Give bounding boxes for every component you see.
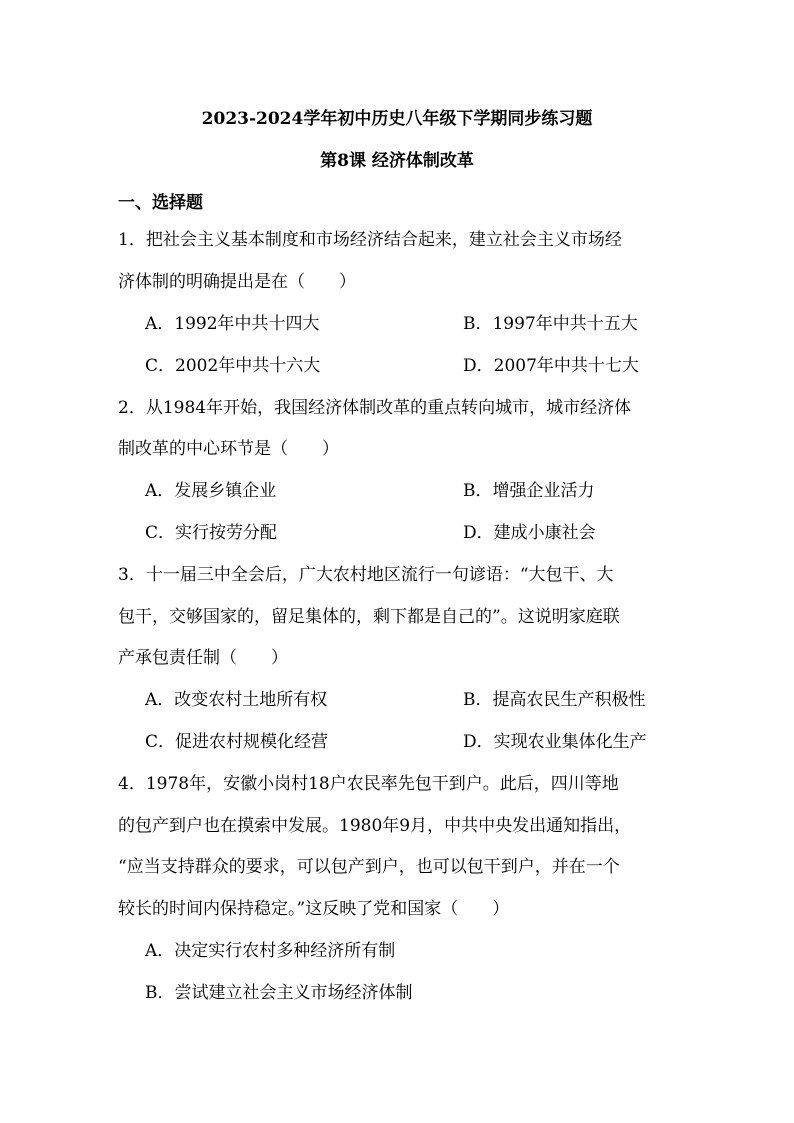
- question-1-line-1: 1．把社会主义基本制度和市场经济结合起来，建立社会主义市场经: [118, 230, 622, 250]
- question-4-line-4: 较长的时间内保持稳定。”这反映了党和国家（ ）: [118, 899, 510, 919]
- question-2-option-c: C．实行按劳分配: [145, 523, 278, 543]
- question-3-option-c: C．促进农村规模化经营: [145, 732, 329, 752]
- question-3-line-1: 3．十一届三中全会后，广大农村地区流行一句谚语：“大包干、大: [118, 565, 614, 585]
- question-1-line-2: 济体制的明确提出是在（ ）: [118, 272, 356, 292]
- question-2-option-d: D．建成小康社会: [463, 523, 596, 543]
- question-2-option-a: A．发展乡镇企业: [145, 481, 277, 501]
- question-2-option-b: B．增强企业活力: [463, 481, 595, 501]
- question-3-option-a: A．改变农村土地所有权: [145, 690, 328, 710]
- question-3-line-2: 包干，交够国家的，留足集体的，剩下都是自己的”。这说明家庭联: [118, 607, 620, 627]
- question-2-line-2: 制改革的中心环节是（ ）: [118, 439, 339, 459]
- question-3-option-d: D．实现农业集体化生产: [463, 732, 647, 752]
- question-4-option-a: A．决定实行农村多种经济所有制: [145, 941, 396, 961]
- question-3-line-3: 产承包责任制（ ）: [118, 648, 288, 668]
- section-heading: 一、选择题: [118, 193, 203, 213]
- question-4-line-3: “应当支持群众的要求，可以包产到户，也可以包干到户，并在一个: [118, 857, 620, 877]
- question-4-option-b: B．尝试建立社会主义市场经济体制: [145, 983, 413, 1003]
- question-1-option-a: A．1992年中共十四大: [145, 314, 320, 334]
- question-4-line-1: 4．1978年，安徽小岗村18户农民率先包干到户。此后，四川等地: [118, 774, 619, 794]
- lesson-title: 第8课 经济体制改革: [320, 151, 474, 171]
- document-title: 2023-2024学年初中历史八年级下学期同步练习题: [201, 109, 593, 129]
- question-1-option-c: C．2002年中共十六大: [145, 356, 321, 376]
- question-4-line-2: 的包产到户也在摸索中发展。1980年9月，中共中央发出通知指出，: [118, 816, 632, 836]
- question-1-option-d: D．2007年中共十七大: [463, 356, 639, 376]
- question-1-option-b: B．1997年中共十五大: [463, 314, 638, 334]
- question-3-option-b: B．提高农民生产积极性: [463, 690, 646, 710]
- question-2-line-1: 2．从1984年开始，我国经济体制改革的重点转向城市，城市经济体: [118, 398, 632, 418]
